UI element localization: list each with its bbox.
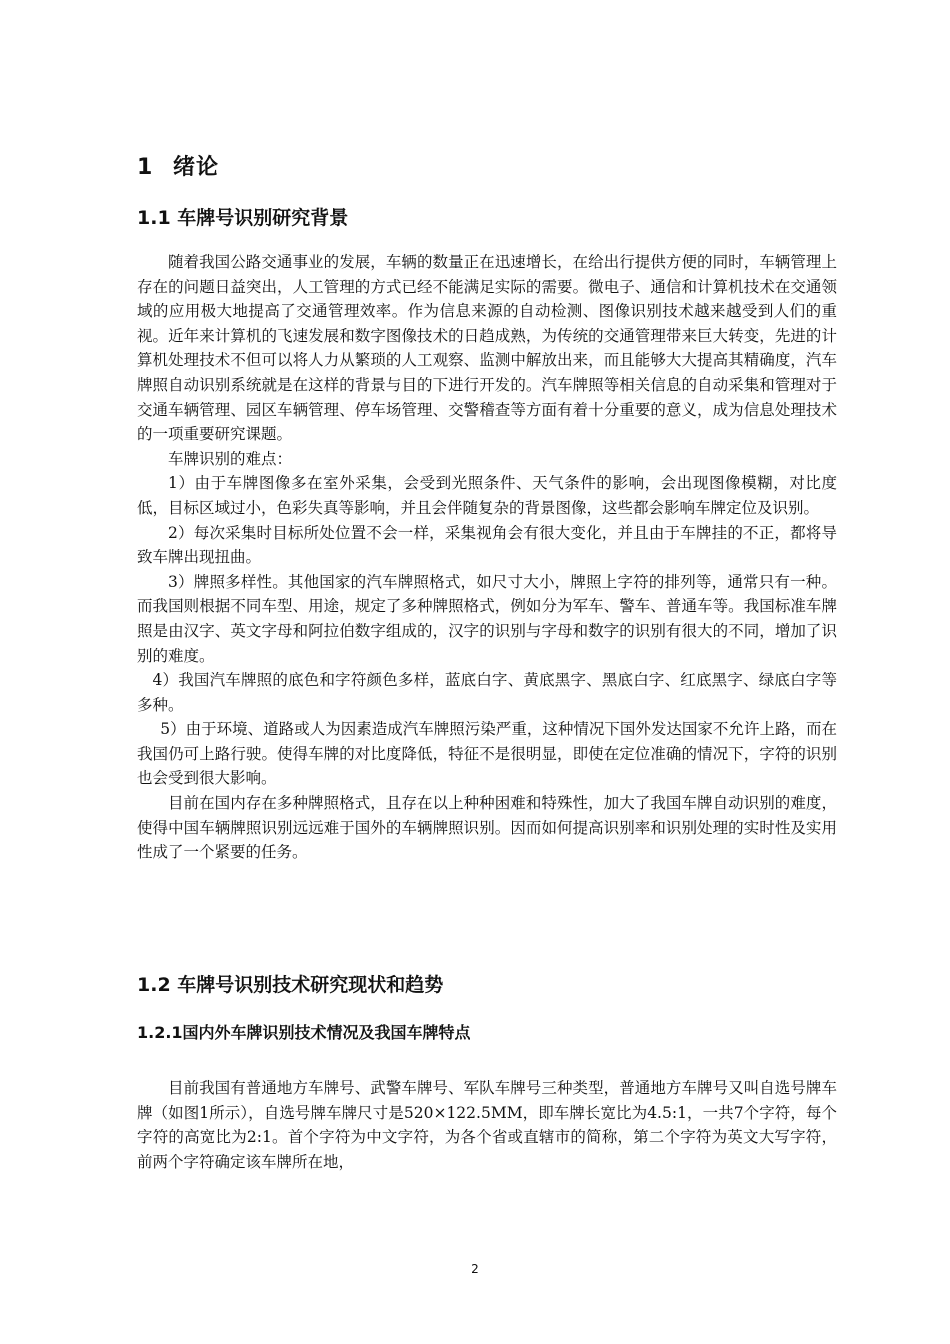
subsection-1-2-1-heading: 1.2.1国内外车牌识别技术情况及我国车牌特点 — [137, 1023, 471, 1042]
chapter-heading — [137, 150, 219, 181]
list-item: 2）每次采集时目标所处位置不会一样，采集视角会有很大变化，并且由于车牌挂的不正，都将导致车牌出现扭曲。 — [137, 523, 837, 567]
section-1-2-heading: 1.2 车牌号识别技术研究现状和趋势 — [137, 974, 444, 996]
list-item: 1）由于车牌图像多在室外采集，会受到光照条件、天气条件的影响，会出现图像模糊，对比度低，目标区域过小，色彩失真等影响，并且会伴随复杂的背景图像，这些都会影响车牌定位及识别。 — [137, 474, 837, 517]
paragraph: 目前我国有普通地方车牌号、武警车牌号、军队车牌号三种类型，普通地方车牌号又叫自选号牌车牌（如图1所示），自选号牌车牌尺寸是520×122.5MM，即车牌长宽比为4.5:1，一共7个字符，每个字符的高宽比为2:1。首个字符为中文字符，为各个省或直辖市的简称，第二个字符为英文大写字符，前两个字符确定该车牌所在地， — [137, 1079, 837, 1171]
section-1-1-heading: 1.1 车牌号识别研究背景 — [137, 207, 349, 229]
list-item: 5）由于环境、道路或人为因素造成汽车牌照污染严重，这种情况下国外发达国家不允许上路，而在我国仍可上路行驶。使得车牌的对比度降低，特征不是很明显，即使在定位准确的情况下，字符的识别也会受到很大影响。 — [137, 720, 837, 788]
paragraph: 目前在国内存在多种牌照格式，且存在以上种种困难和特殊性，加大了我国车牌自动识别的难度，使得中国车辆牌照识别远远难于国外的车辆牌照识别。因而如何提高识别率和识别处理的实时性及实用性成了一个紧要的任务。 — [137, 794, 837, 862]
chapter-title: 绪论 — [173, 155, 220, 180]
list-item: 4）我国汽车牌照的底色和字符颜色多样，蓝底白字、黄底黑字、黑底白字、红底黑字、绿底白字等多种。 — [137, 671, 837, 714]
list-item: 3）牌照多样性。其他国家的汽车牌照格式，如尺寸大小，牌照上字符的排列等，通常只有一种。而我国则根据不同车型、用途，规定了多种牌照格式，例如分为军车、警车、普通车等。我国标准车牌照是由汉字、英文字母和阿拉伯数字组成的，汉字的识别与字母和数字的识别有很大的不同，增加了识别的难度。 — [137, 572, 837, 665]
paragraph: 随着我国公路交通事业的发展，车辆的数量正在迅速增长，在给出行提供方便的同时，车辆管理上存在的问题日益突出，人工管理的方式已经不能满足实际的需要。微电子、通信和计算机技术在交通领域的应用极大地提高了交通管理效率。作为信息来源的自动检测、图像识别技术越来越受到人们的重视。近年来计算机的飞速发展和数字图像技术的日趋成熟，为传统的交通管理带来巨大转变，先进的计算机处理技术不但可以将人力从繁琐的人工观察、监测中解放出来，而且能够大大提高其精确度，汽车牌照自动识别系统就是在这样的背景与目的下进行开发的。汽车牌照等相关信息的自动采集和管理对于交通车辆管理、园区车辆管理、停车场管理、交警稽查等方面有着十分重要的意义，成为信息处理技术的一项重要研究课题。 — [137, 253, 837, 444]
paragraph: 车牌识别的难点： — [168, 449, 293, 468]
page-number: 2 — [471, 1262, 479, 1276]
subsection-1-2-1-body — [137, 1076, 837, 1174]
section-1-1-body — [137, 250, 837, 865]
chapter-number: 1 — [137, 155, 154, 180]
